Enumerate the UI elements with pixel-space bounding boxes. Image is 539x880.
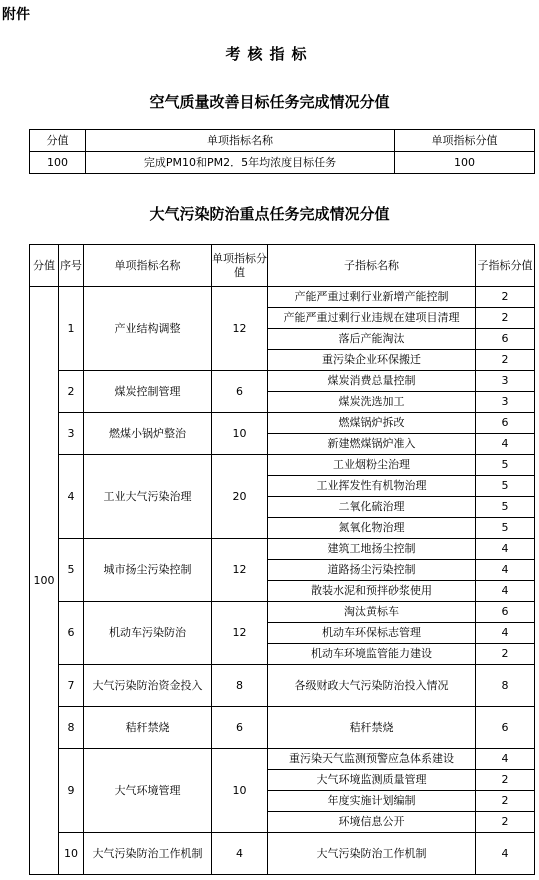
- sequence-number-cell: 3: [59, 413, 84, 455]
- table-row: [30, 413, 535, 434]
- column-header: 序号: [59, 245, 84, 287]
- sub-indicator-name-cell: 重污染企业环保搬迁: [268, 350, 476, 371]
- column-header: 单项指标名称: [84, 245, 212, 287]
- table-row: [30, 665, 535, 707]
- sub-indicator-score-cell: 4: [476, 623, 535, 644]
- table-row: [30, 833, 535, 875]
- sub-indicator-name-cell: 散装水泥和预拌砂浆使用: [268, 581, 476, 602]
- indicator-name-cell: 煤炭控制管理: [84, 371, 212, 413]
- column-header: 单项指标名称: [86, 130, 395, 152]
- sub-indicator-score-cell: 2: [476, 350, 535, 371]
- sequence-number-cell: 8: [59, 707, 84, 749]
- sub-indicator-score-cell: 2: [476, 644, 535, 665]
- summary-header-row: [30, 130, 535, 152]
- sequence-number-cell: 6: [59, 602, 84, 665]
- column-header: 单项指标分值: [395, 130, 535, 152]
- sub-indicator-score-cell: 2: [476, 812, 535, 833]
- main-header-row: [30, 245, 535, 287]
- indicator-name-cell: 工业大气污染治理: [84, 455, 212, 539]
- sub-indicator-name-cell: 二氧化硫治理: [268, 497, 476, 518]
- table-row: [30, 455, 535, 476]
- sub-indicator-name-cell: 机动车环境监管能力建设: [268, 644, 476, 665]
- column-header: 单项指标分值: [212, 245, 268, 287]
- sequence-number-cell: 7: [59, 665, 84, 707]
- indicator-score-cell: 6: [212, 371, 268, 413]
- sequence-number-cell: 2: [59, 371, 84, 413]
- table-row: [30, 602, 535, 623]
- table-row: [30, 371, 535, 392]
- sub-indicator-name-cell: 燃煤锅炉拆改: [268, 413, 476, 434]
- sub-indicator-name-cell: 建筑工地扬尘控制: [268, 539, 476, 560]
- indicator-score-cell: 4: [212, 833, 268, 875]
- sub-indicator-score-cell: 5: [476, 476, 535, 497]
- indicator-name-cell: 秸秆禁烧: [84, 707, 212, 749]
- summary-data-row: [30, 152, 535, 174]
- sub-indicator-name-cell: 各级财政大气污染防治投入情况: [268, 665, 476, 707]
- indicator-score-cell: 8: [212, 665, 268, 707]
- sub-indicator-name-cell: 重污染天气监测预警应急体系建设: [268, 749, 476, 770]
- indicator-score-cell: 10: [212, 413, 268, 455]
- sub-indicator-score-cell: 2: [476, 791, 535, 812]
- sub-indicator-score-cell: 2: [476, 770, 535, 791]
- page-title: 考核指标: [225, 45, 314, 63]
- sub-indicator-score-cell: 2: [476, 308, 535, 329]
- sub-indicator-score-cell: 4: [476, 581, 535, 602]
- indicator-score-cell: 20: [212, 455, 268, 539]
- indicator-score-cell: 6: [212, 707, 268, 749]
- total-score-cell: 100: [30, 287, 59, 875]
- sequence-number-cell: 10: [59, 833, 84, 875]
- sub-indicator-score-cell: 8: [476, 665, 535, 707]
- sub-indicator-name-cell: 大气污染防治工作机制: [268, 833, 476, 875]
- indicator-score-cell: 12: [212, 539, 268, 602]
- column-header: 子指标名称: [268, 245, 476, 287]
- sequence-number-cell: 1: [59, 287, 84, 371]
- sub-indicator-name-cell: 年度实施计划编制: [268, 791, 476, 812]
- indicator-name-cell: 城市扬尘污染控制: [84, 539, 212, 602]
- sub-indicator-score-cell: 6: [476, 413, 535, 434]
- sub-indicator-name-cell: 淘汰黄标车: [268, 602, 476, 623]
- sub-indicator-score-cell: 4: [476, 833, 535, 875]
- column-header: 子指标分值: [476, 245, 535, 287]
- sub-indicator-score-cell: 6: [476, 329, 535, 350]
- section-title-key-tasks: 大气污染防治重点任务完成情况分值: [149, 205, 390, 223]
- sub-indicator-name-cell: 产能严重过剩行业违规在建项目清理: [268, 308, 476, 329]
- sequence-number-cell: 5: [59, 539, 84, 602]
- indicator-name-cell: 产业结构调整: [84, 287, 212, 371]
- table-row: [30, 707, 535, 749]
- sub-indicator-name-cell: 氮氧化物治理: [268, 518, 476, 539]
- sub-indicator-score-cell: 4: [476, 749, 535, 770]
- sub-indicator-name-cell: 煤炭消费总量控制: [268, 371, 476, 392]
- sub-indicator-score-cell: 5: [476, 455, 535, 476]
- sub-indicator-score-cell: 5: [476, 518, 535, 539]
- sub-indicator-name-cell: 机动车环保标志管理: [268, 623, 476, 644]
- key-tasks-table: [29, 244, 535, 875]
- sub-indicator-name-cell: 煤炭洗选加工: [268, 392, 476, 413]
- main-table-body: [30, 287, 535, 875]
- sub-indicator-score-cell: 2: [476, 287, 535, 308]
- indicator-name-cell: 机动车污染防治: [84, 602, 212, 665]
- sub-indicator-score-cell: 3: [476, 392, 535, 413]
- section-title-air-quality: 空气质量改善目标任务完成情况分值: [149, 93, 390, 111]
- sub-indicator-name-cell: 新建燃煤锅炉准入: [268, 434, 476, 455]
- sub-indicator-name-cell: 落后产能淘汰: [268, 329, 476, 350]
- sub-indicator-name-cell: 道路扬尘污染控制: [268, 560, 476, 581]
- table-row: [30, 287, 535, 308]
- sub-indicator-name-cell: 工业挥发性有机物治理: [268, 476, 476, 497]
- indicator-score-cell: 10: [212, 749, 268, 833]
- table-row: [30, 539, 535, 560]
- indicator-name-cell: 大气污染防治工作机制: [84, 833, 212, 875]
- sub-indicator-score-cell: 6: [476, 602, 535, 623]
- indicator-name-cell: 大气污染防治资金投入: [84, 665, 212, 707]
- sequence-number-cell: 9: [59, 749, 84, 833]
- summary-table: [29, 129, 535, 174]
- sequence-number-cell: 4: [59, 455, 84, 539]
- sub-indicator-name-cell: 秸秆禁烧: [268, 707, 476, 749]
- indicator-score-cell: 12: [212, 287, 268, 371]
- indicator-name-cell: 燃煤小锅炉整治: [84, 413, 212, 455]
- column-header: 分值: [30, 245, 59, 287]
- sub-indicator-name-cell: 产能严重过剩行业新增产能控制: [268, 287, 476, 308]
- sub-indicator-name-cell: 大气环境监测质量管理: [268, 770, 476, 791]
- sub-indicator-name-cell: 环境信息公开: [268, 812, 476, 833]
- sub-indicator-score-cell: 4: [476, 434, 535, 455]
- sub-indicator-score-cell: 3: [476, 371, 535, 392]
- sub-indicator-name-cell: 工业烟粉尘治理: [268, 455, 476, 476]
- sub-indicator-score-cell: 4: [476, 539, 535, 560]
- indicator-score-cell: 12: [212, 602, 268, 665]
- table-cell: 100: [30, 152, 86, 174]
- indicator-name-cell: 大气环境管理: [84, 749, 212, 833]
- sub-indicator-score-cell: 6: [476, 707, 535, 749]
- column-header: 分值: [30, 130, 86, 152]
- table-cell: 完成PM10和PM2．5年均浓度目标任务: [86, 152, 395, 174]
- sub-indicator-score-cell: 4: [476, 560, 535, 581]
- sub-indicator-score-cell: 5: [476, 497, 535, 518]
- attachment-label: 附件: [2, 7, 30, 23]
- table-row: [30, 749, 535, 770]
- table-cell: 100: [395, 152, 535, 174]
